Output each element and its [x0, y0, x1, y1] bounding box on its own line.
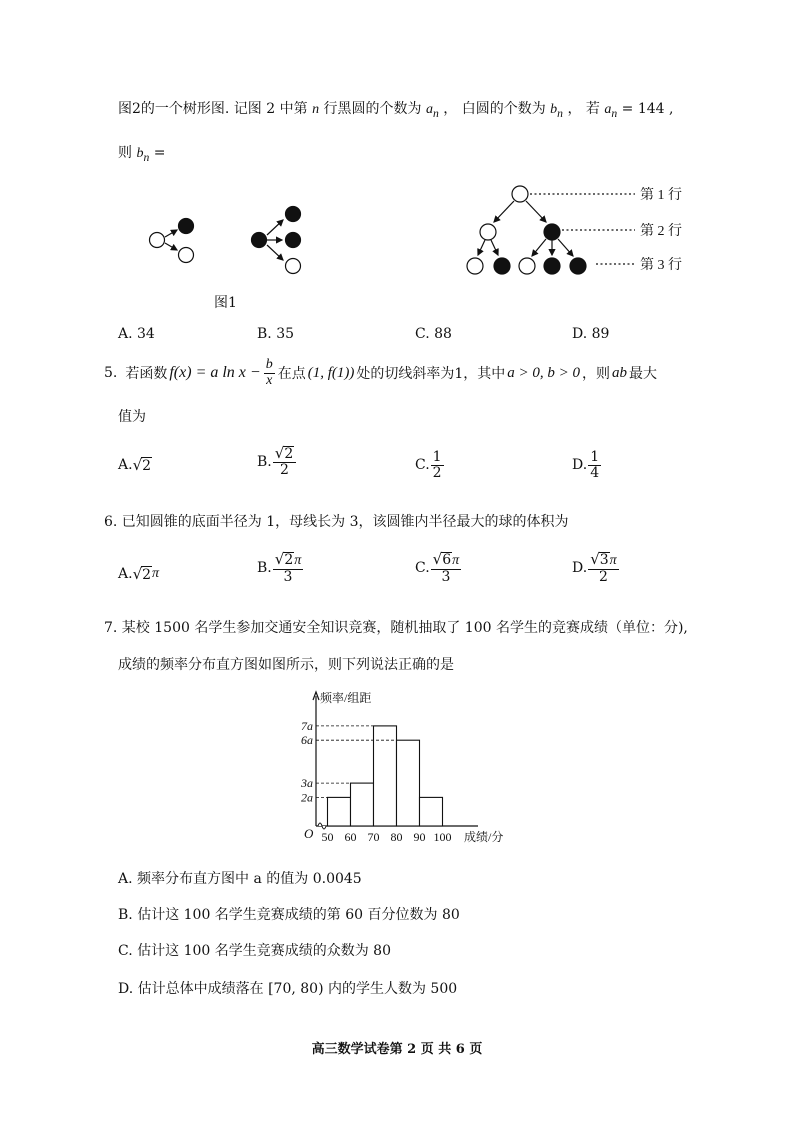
q5-option-c: C. $\frac{1}{2}$: [415, 449, 442, 481]
row-label: 第 3 行: [640, 258, 682, 273]
q7-stem-line2: 成绩的频率分布直方图如图所示，则下列说法正确的是: [118, 657, 454, 673]
q5-option-a: A. √ 2: [118, 456, 152, 474]
q5-option-b: B. √ 2 2: [257, 446, 297, 477]
x-tick-label: 60: [344, 830, 357, 844]
q4-stem-line2: 则 $b_n$ =: [118, 145, 166, 164]
x-tick-label: 80: [390, 830, 403, 844]
black-circle: [544, 258, 560, 274]
white-circle: [480, 224, 496, 240]
histogram-bar: [397, 740, 420, 826]
histogram-bar: [374, 726, 397, 826]
y-tick-label: 7a: [301, 718, 313, 733]
row-label: 第 2 行: [640, 224, 682, 239]
q4-option-c: C. 88: [415, 326, 452, 342]
black-circle: [494, 258, 510, 274]
black-circle: [252, 233, 267, 248]
black-circle: [544, 224, 560, 240]
q6-option-a: A. √ 2 π: [118, 565, 160, 583]
q4-stem-line1: 图2的一个树形图. 记图 2 中第 n 行黑圆的个数为 $a_n$ ， 白圆的个数为 $b_n$ ， 若 $a_n = 144$ ,: [118, 101, 674, 120]
q7-option-b: B. 估计这 100 名学生竞赛成绩的第 60 百分位数为 80: [118, 907, 460, 923]
x-tick-label: 70: [367, 830, 380, 844]
q4-option-b: B. 35: [257, 326, 295, 342]
axis-break: [318, 823, 326, 829]
y-tick-label: 6a: [301, 733, 313, 748]
page-footer: 高三数学试卷第 2 页 共 6 页: [311, 1042, 483, 1057]
y-tick-label: 3a: [301, 776, 313, 791]
q7-option-c: C. 估计这 100 名学生竞赛成绩的众数为 80: [118, 943, 391, 959]
q6-stem: 6. 已知圆锥的底面半径为 1，母线长为 3，该圆锥内半径最大的球的体积为: [104, 514, 569, 530]
white-circle: [179, 248, 194, 263]
q7-option-a: A. 频率分布直方图中 a 的值为 0.0045: [118, 871, 362, 887]
black-circle: [286, 233, 301, 248]
white-circle: [150, 233, 165, 248]
q4-option-a: A. 34: [118, 326, 155, 342]
histogram-bar: [420, 797, 443, 826]
q5-stem-line2: 值为: [118, 409, 146, 425]
q6-option-c: C. √ 6 π 3: [415, 550, 460, 585]
origin-label: O: [304, 826, 314, 841]
y-tick-label: 2a: [301, 790, 313, 805]
histogram-bar: [351, 783, 374, 826]
histogram-bar: [328, 797, 351, 826]
q6-option-d: D. √ 3 π 2: [572, 550, 617, 585]
white-circle: [286, 259, 301, 274]
black-circle: [286, 207, 301, 222]
row-label: 第 1 行: [640, 188, 682, 203]
white-circle: [519, 258, 535, 274]
black-circle: [570, 258, 586, 274]
fig2-tree: [467, 186, 635, 274]
q7-option-d: D. 估计总体中成绩落在 [70, 80) 内的学生人数为 500: [118, 981, 458, 997]
q5-stem-line1: 5. 若函数 f(x) = a ln x − $\frac{b}{x}$ 在点 (1, f(1)) 处的切线斜率为1，其中 a > 0, b > 0 ，则 ab 最大: [104, 357, 658, 388]
fig1-label: 图1: [214, 295, 237, 311]
histogram: [280, 690, 520, 850]
fig1-group1: [150, 219, 194, 263]
x-tick-label: 90: [413, 830, 426, 844]
black-circle: [179, 219, 194, 234]
q5-option-d: D. $\frac{1}{4}$: [572, 449, 600, 481]
y-axis-label: 频率/组距: [320, 691, 372, 705]
x-tick-label: 100: [433, 830, 452, 844]
white-circle: [512, 186, 528, 202]
fig1-group2: [252, 207, 301, 274]
q7-stem-line1: 7. 某校 1500 名学生参加交通安全知识竞赛，随机抽取了 100 名学生的竞赛成绩（单位：分),: [104, 620, 688, 636]
white-circle: [467, 258, 483, 274]
x-axis-label: 成绩/分: [464, 830, 504, 844]
q6-option-b: B. √ 2 π 3: [257, 550, 302, 585]
q4-option-d: D. 89: [572, 326, 610, 342]
x-tick-label: 50: [321, 830, 334, 844]
